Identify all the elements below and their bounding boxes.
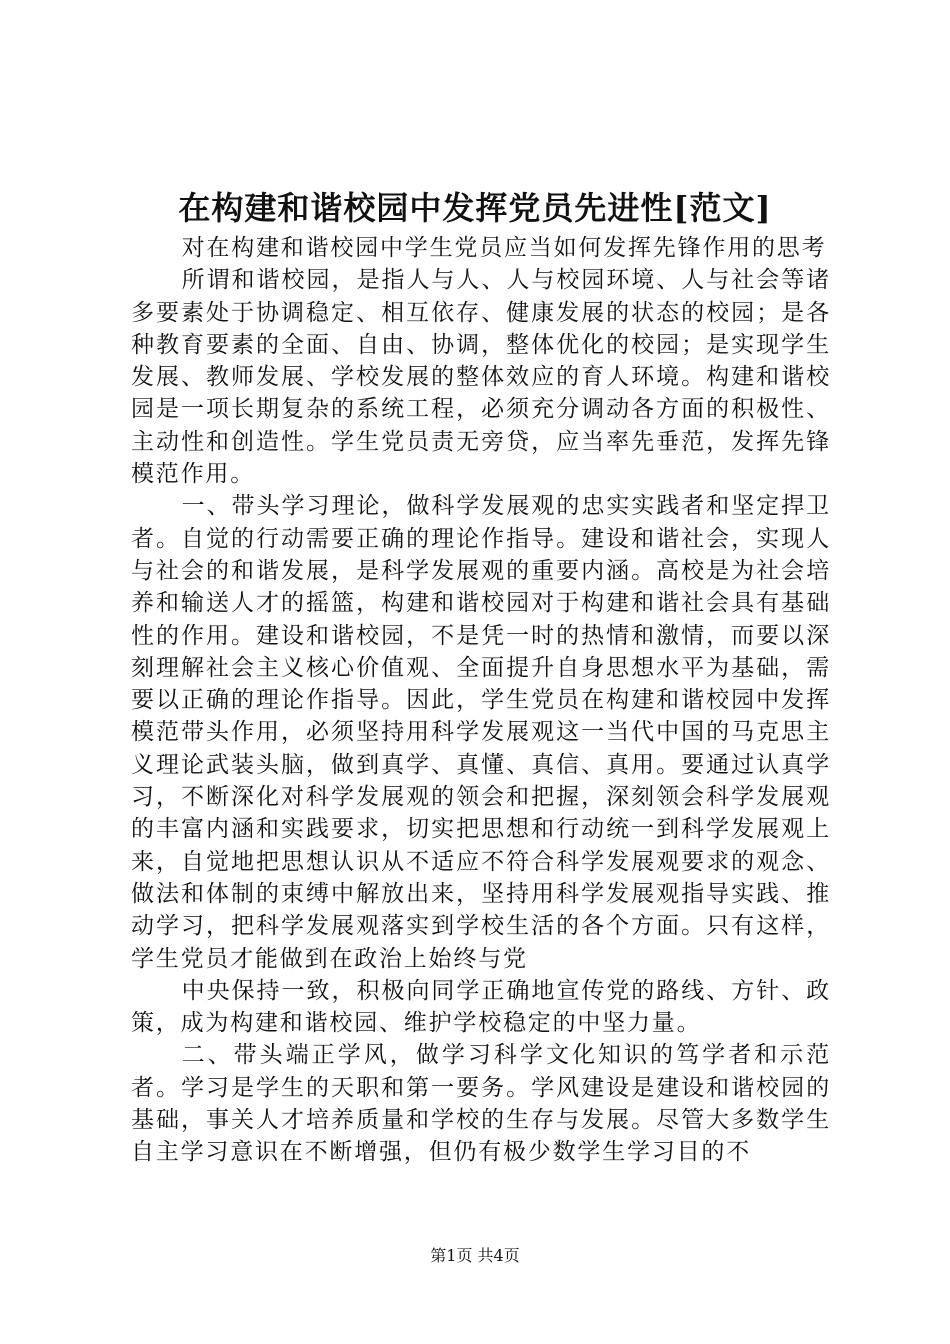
page-number-footer: 第1页 共4页 bbox=[430, 1246, 520, 1265]
paragraph-subtitle: 对在构建和谐校园中学生党员应当如何发挥先锋作用的思考 bbox=[181, 235, 827, 261]
paragraph-intro: 所谓和谐校园，是指人与人、人与校园环境、人与社会等诸多要素处于协调稳定、相互依存、健康发展的状态的校园；是各种教育要素的全面、自由、协调，整体优化的校园；是实现学生发展、教师发展、学校发展的整体效应的育人环境。构建和谐校园是一项长期复杂的系统工程，必须充分调动各方面的积极性、主动性和创造性。学生党员责无旁贷，应当率先垂范，发挥先锋模范作用。 bbox=[131, 267, 831, 488]
paragraph-section-one: 一、带头学习理论，做科学发展观的忠实实践者和坚定捍卫者。自觉的行动需要正确的理论作指导。建设和谐社会，实现人与社会的和谐发展，是科学发展观的重要内涵。高校是为社会培养和输送人才的摇篮，构建和谐校园对于构建和谐社会具有基础性的作用。建设和谐校园，不是凭一时的热情和激情，而要以深刻理解社会主义核心价值观、全面提升自身思想水平为基础，需要以正确的理论作指导。因此，学生党员在构建和谐校园中发挥模范带头作用，必须坚持用科学发展观这一当代中国的马克思主义理论武装头脑，做到真学、真懂、真信、真用。要通过认真学习，不断深化对科学发展观的领会和把握，深刻领会科学发展观的丰富内涵和实践要求，切实把思想和行动统一到科学发展观上来，自觉地把思想认识从不适应不符合科学发展观要求的观念、做法和体制的束缚中解放出来，坚持用科学发展观指导实践、推动学习，把科学发展观落实到学校生活的各个方面。只有这样，学生党员才能做到在政治上始终与党 bbox=[131, 493, 831, 972]
paragraph-section-one-cont: 中央保持一致，积极向同学正确地宣传党的路线、方针、政策，成为构建和谐校园、维护学校稳定的中坚力量。 bbox=[131, 977, 831, 1037]
paragraph-section-two: 二、带头端正学风，做学习科学文化知识的笃学者和示范者。学习是学生的天职和第一要务。学风建设是建设和谐校园的基础，事关人才培养质量和学校的生存与发展。尽管大多数学生自主学习意识在不断增强，但仍有极少数学生学习目的不 bbox=[131, 1042, 831, 1166]
document-body bbox=[131, 232, 831, 1169]
document-title: 在构建和谐校园中发挥党员先进性[范文] bbox=[178, 189, 772, 227]
